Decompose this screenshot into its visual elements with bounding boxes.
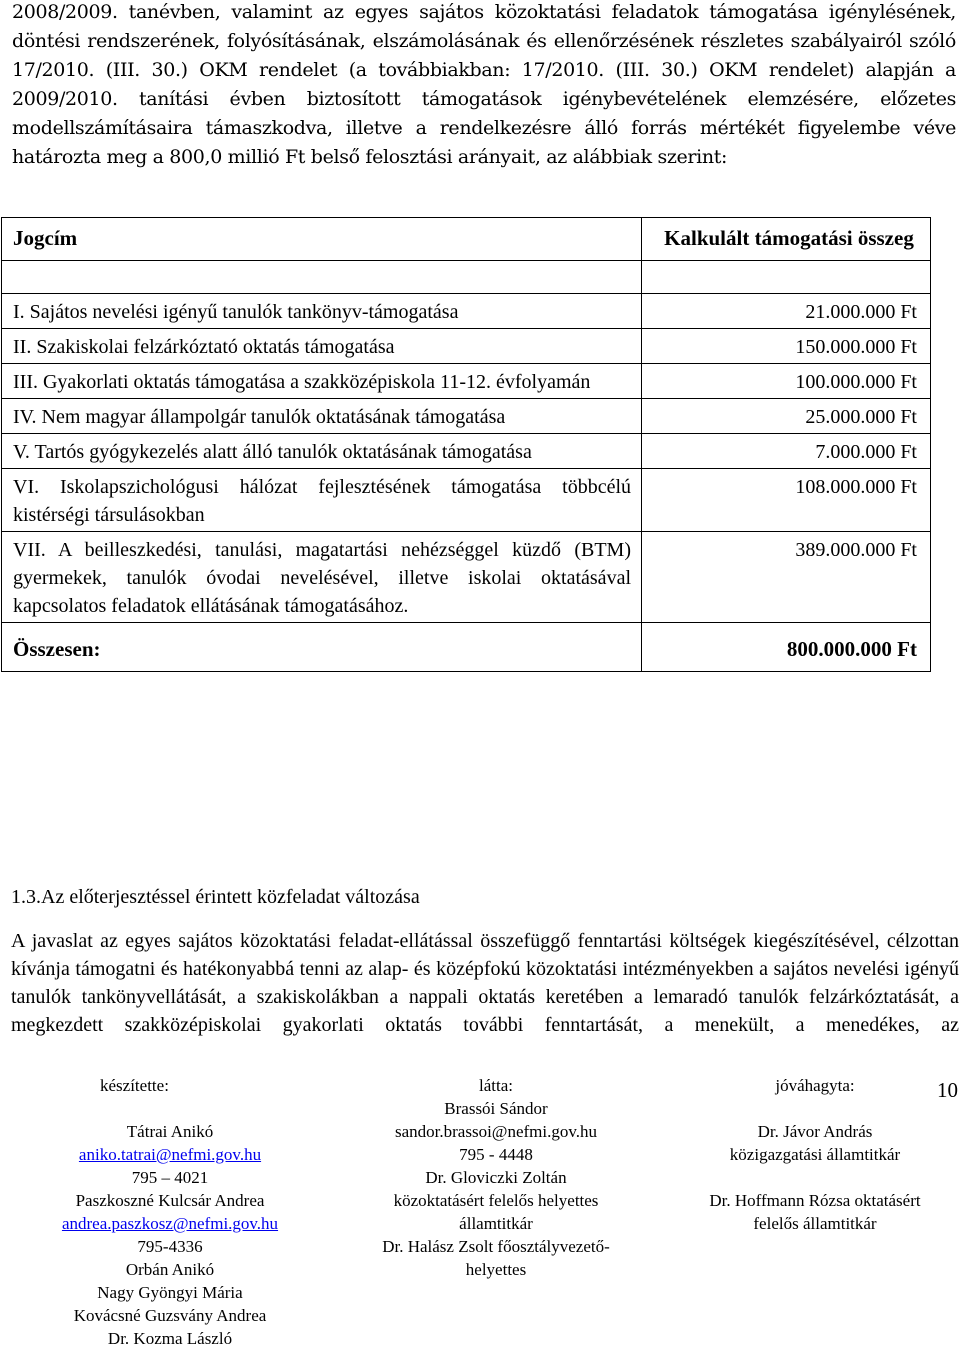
table-row [2,294,931,329]
body-paragraph: A javaslat az egyes sajátos közoktatási feladat-ellátással összefüggő fenntartási költségek kiegészítésével, célzottan kívánja támogatni és hatékonyabbá tenni az alap- és középfokú közoktatási intézményekben a sajátos nevelési igényű tanulók tankönyvellátását, a szakiskolákban a nappali oktatás keretében a lemaradó tanulók felzárkóztatását, a megkezdett szakközépiskolai gyakorlati oktatás további fenntartását, a menekült, a menedékes, az [11,930,959,1036]
row-label: III. Gyakorlati oktatás támogatása a szakközépiskola 11-12. évfolyamán [2,364,642,399]
author-name: Paszkoszné Kulcsár Andrea [75,1191,265,1210]
row-label: VII. A beilleszkedési, tanulási, magatartási nehézséggel küzdő (BTM) gyermekek, tanulók óvodai nevelésével, illetve iskolai oktatásával kapcsolatos feladatok ellátásának támogatásához. [2,532,642,623]
header-jogcim: Jogcím [2,218,642,261]
row-label: IV. Nem magyar állampolgár tanulók oktatásának támogatása [2,399,642,434]
author-email-link[interactable]: andrea.paszkosz@nefmi.gov.hu [61,1214,279,1233]
footer-approved-heading: jóváhagyta: [775,1076,855,1095]
table-total-row [2,623,931,672]
author-name: Nagy Gyöngyi Mária [97,1283,243,1302]
table-row [2,469,931,532]
reviewer-name: Brassói Sándor [444,1099,548,1118]
row-amount: 7.000.000 Ft [642,434,931,469]
author-name: Kovácsné Guzsvány Andrea [73,1306,267,1325]
approver-name: Dr. Jávor András [757,1122,873,1141]
footer-prepared-block [0,1120,340,1350]
author-email-link[interactable]: aniko.tatrai@nefmi.gov.hu [78,1145,262,1164]
reviewer-role: államtitkár [459,1214,533,1233]
table-row [2,399,931,434]
table-header-row [2,218,931,261]
reviewer-phone: 795 - 4448 [459,1145,533,1164]
section-heading: 1.3.Az előterjesztéssel érintett közfeladat változása [11,886,420,908]
author-phone: 795-4336 [137,1237,203,1256]
footer-prepared-heading: készítette: [100,1076,169,1095]
approver-name: Dr. Hoffmann Rózsa oktatásért [709,1191,921,1210]
row-label: I. Sajátos nevelési igényű tanulók tankönyv-támogatása [2,294,642,329]
spacer-cell [642,261,931,294]
author-phone: 795 – 4021 [131,1168,209,1187]
reviewer-name: Dr. Halász Zsolt főosztályvezető- [382,1237,610,1256]
row-amount: 108.000.000 Ft [642,469,931,532]
row-amount: 100.000.000 Ft [642,364,931,399]
reviewer-name: Dr. Gloviczki Zoltán [425,1168,567,1187]
table-row [2,364,931,399]
table-spacer-row [2,261,931,294]
table-row [2,532,931,623]
reviewer-email: sandor.brassoi@nefmi.gov.hu [395,1122,597,1141]
table-row [2,434,931,469]
intro-paragraph: 2008/2009. tanévben, valamint az egyes sajátos közoktatási feladatok támogatása igénylésének, döntési rendszerének, folyósításának, elszámolásának és ellenőrzésének részletes szabályairól szóló 17/2010. (III. 30.) OKM rendelet (a továbbiakban: 17/2010. (III. 30.) OKM rendelet) alapján a 2009/2010. tanítási évben biztosított támogatások igénybevételének elemzésére, előzetes modellszámításaira támaszkodva, illetve a rendelkezésre álló forrás mértékét figyelembe véve határozta meg a 800,0 millió Ft belső felosztási arányait, az alábbiak szerint: [12,1,956,168]
footer-seen-block [346,1074,646,1281]
footer-approved-block [672,1120,958,1235]
row-label: VI. Iskolapszichológusi hálózat fejlesztésének támogatása többcélú kistérségi társulásokban [2,469,642,532]
table-row [2,329,931,364]
approver-role: felelős államtitkár [753,1214,877,1233]
author-name: Tátrai Anikó [126,1122,214,1141]
row-label: II. Szakiskolai felzárkóztató oktatás támogatása [2,329,642,364]
spacer-cell [2,261,642,294]
author-name: Orbán Anikó [125,1260,215,1279]
row-amount: 25.000.000 Ft [642,399,931,434]
header-amount: Kalkulált támogatási összeg [642,218,931,261]
total-amount: 800.000.000 Ft [642,623,931,672]
footer-seen-heading: látta: [479,1076,513,1095]
approver-role: közigazgatási államtitkár [729,1145,901,1164]
reviewer-role: közoktatásért felelős helyettes [393,1191,599,1210]
author-name: Dr. Kozma László [107,1329,233,1348]
row-amount: 389.000.000 Ft [642,532,931,623]
row-label: V. Tartós gyógykezelés alatt álló tanulók oktatásának támogatása [2,434,642,469]
reviewer-role: helyettes [465,1260,527,1279]
page-number: 10 [937,1078,958,1102]
total-label: Összesen: [2,623,642,672]
allocation-table [1,217,931,672]
row-amount: 21.000.000 Ft [642,294,931,329]
row-amount: 150.000.000 Ft [642,329,931,364]
